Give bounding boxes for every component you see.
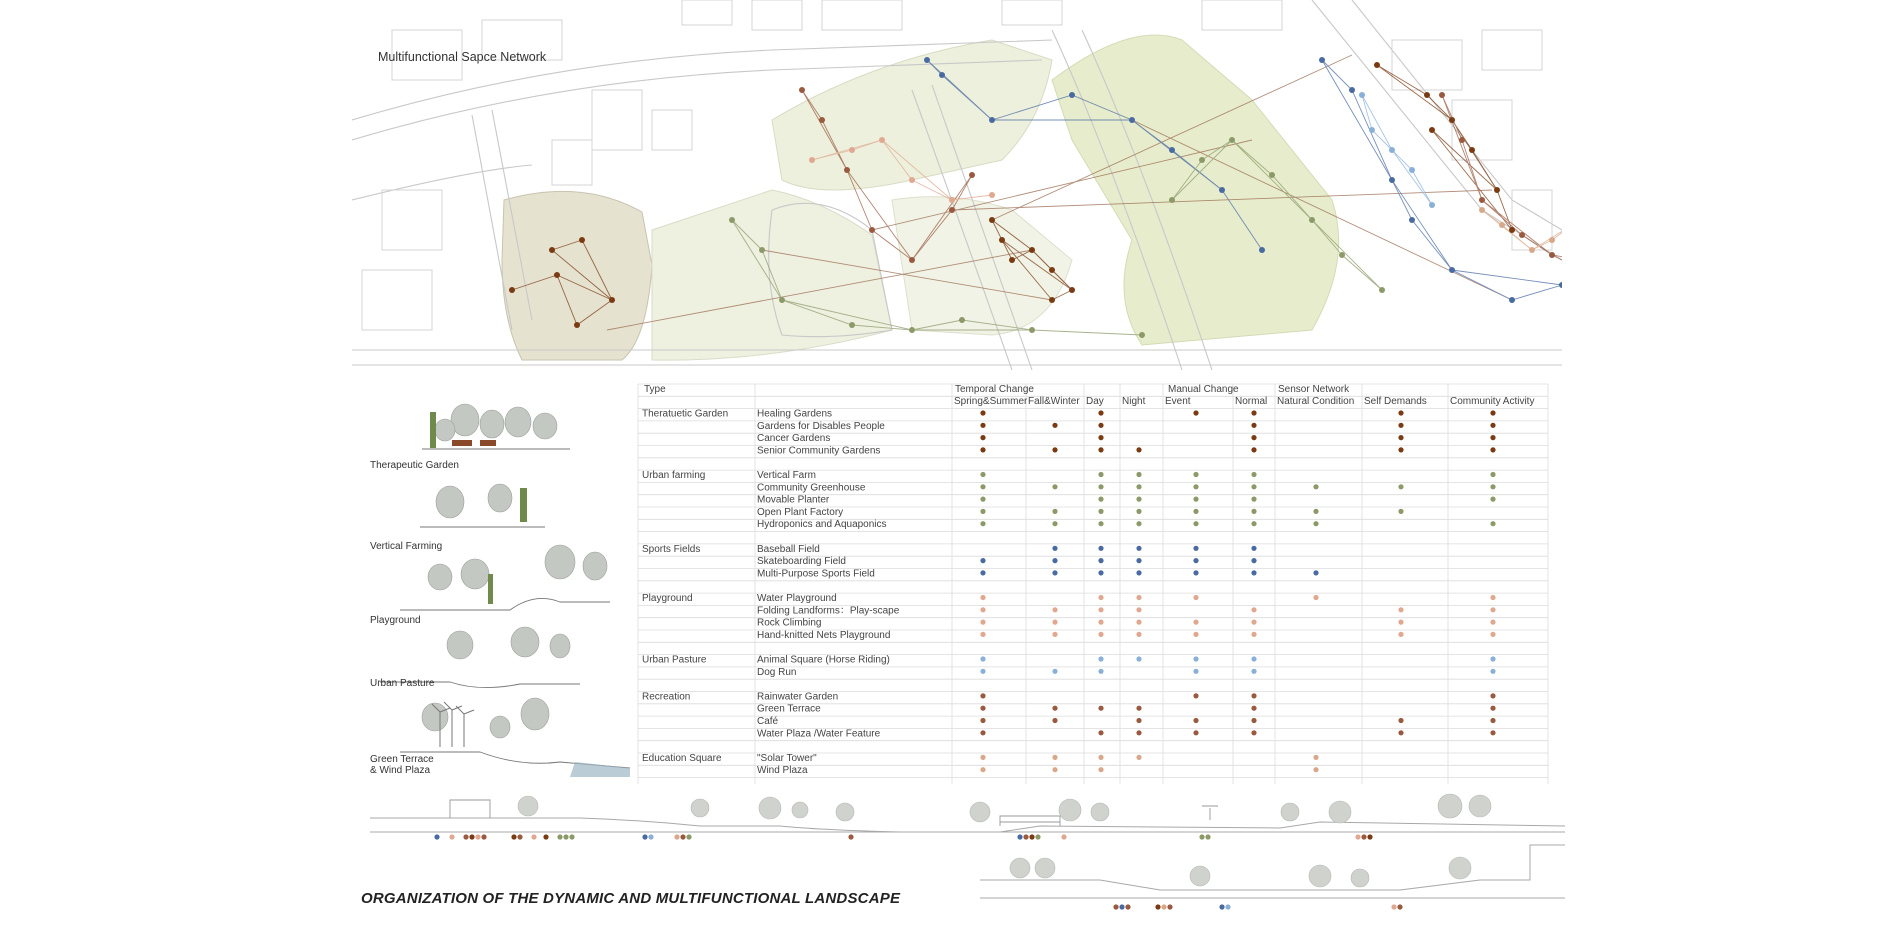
item-label: Healing Gardens <box>757 408 833 420</box>
section-program-dot <box>1035 834 1040 839</box>
section-program-dot <box>517 834 522 839</box>
section-program-dot <box>531 834 536 839</box>
section-program-dot <box>1023 834 1028 839</box>
column-header: Event <box>1165 396 1191 407</box>
item-label: Gardens for Disables People <box>757 420 885 432</box>
section-program-dot <box>1113 904 1118 909</box>
tree-icon <box>1035 858 1055 878</box>
section-program-dot <box>434 834 439 839</box>
tree-icon <box>1309 865 1331 887</box>
item-label: Dog Run <box>757 666 797 678</box>
group-header-sensor: Sensor Network <box>1278 384 1350 395</box>
section-program-dot <box>1125 904 1130 909</box>
label-green-terrace: Green Terrace <box>370 754 434 765</box>
item-label: Water Plaza /Water Feature <box>757 728 881 740</box>
section-program-dot <box>1155 904 1160 909</box>
section-trees <box>518 794 1491 887</box>
item-label: Open Plant Factory <box>757 506 844 518</box>
item-label: "Solar Tower" <box>757 752 817 764</box>
item-label: Green Terrace <box>757 703 821 715</box>
section-program-dot <box>1361 834 1366 839</box>
solar-tower-icon <box>1202 806 1218 820</box>
tree-icon <box>792 802 808 818</box>
section-program-dot <box>1119 904 1124 909</box>
section-program-dot <box>1029 834 1034 839</box>
category-label: Theratuetic Garden <box>642 408 729 420</box>
tree-icon <box>1329 801 1351 823</box>
section-program-dot <box>1061 834 1066 839</box>
item-label: Rock Climbing <box>757 617 822 629</box>
column-header: Natural Condition <box>1277 396 1355 407</box>
section-program-dot <box>563 834 568 839</box>
column-header: Fall&Winter <box>1028 396 1080 407</box>
section-program-dot <box>642 834 647 839</box>
tree-icon <box>970 802 990 822</box>
category-label: Urban Pasture <box>642 654 707 666</box>
section-program-dot <box>680 834 685 839</box>
column-header: Night <box>1122 396 1146 407</box>
tree-icon <box>518 796 538 816</box>
section-program-dot <box>1199 834 1204 839</box>
column-header: Normal <box>1235 396 1268 407</box>
tree-icon <box>1091 803 1109 821</box>
group-header-temporal: Temporal Change <box>955 384 1034 395</box>
item-label: Café <box>757 716 779 727</box>
tree-icon <box>1281 803 1299 821</box>
item-label: Wind Plaza <box>757 765 808 777</box>
tree-icon <box>1469 795 1491 817</box>
category-label: Urban farming <box>642 470 706 481</box>
section-program-dot <box>511 834 516 839</box>
item-label: Vertical Farm <box>757 470 816 481</box>
group-header-manual: Manual Change <box>1168 384 1239 395</box>
section-ground-line <box>370 818 1565 898</box>
building-icon <box>450 800 490 818</box>
section-program-dot <box>1167 904 1172 909</box>
bridge-icon <box>1000 816 1060 826</box>
tree-icon <box>836 803 854 821</box>
label-therapeutic-garden: Therapeutic Garden <box>370 460 459 471</box>
section-program-dot <box>469 834 474 839</box>
section-program-dot <box>569 834 574 839</box>
section-program-dot <box>557 834 562 839</box>
item-label: Movable Planter <box>757 494 830 506</box>
column-header: Community Activity <box>1450 396 1535 407</box>
label-playground: Playground <box>370 615 421 626</box>
section-program-dot <box>648 834 653 839</box>
item-label: Community Greenhouse <box>757 482 866 494</box>
section-program-dot <box>1161 904 1166 909</box>
item-label: Hydroponics and Aquaponics <box>757 519 887 531</box>
tree-icon <box>1449 857 1471 879</box>
category-label: Education Square <box>642 752 722 764</box>
item-label: Animal Square (Horse Riding) <box>757 654 890 666</box>
section-program-dot <box>1205 834 1210 839</box>
section-program-dot <box>1355 834 1360 839</box>
tree-icon <box>1438 794 1462 818</box>
type-header: Type <box>644 384 666 395</box>
section-program-dot <box>463 834 468 839</box>
section-program-dot <box>1219 904 1224 909</box>
section-program-dot <box>1391 904 1396 909</box>
item-label: Hand-knitted Nets Playground <box>757 629 891 641</box>
item-label: Baseball Field <box>757 543 820 555</box>
category-label: Sports Fields <box>642 543 701 555</box>
column-header: Self Demands <box>1364 396 1427 407</box>
tree-icon <box>1010 858 1030 878</box>
tree-icon <box>691 799 709 817</box>
section-program-dot <box>1367 834 1372 839</box>
item-label: Rainwater Garden <box>757 691 839 703</box>
section-program-dot <box>1225 904 1230 909</box>
category-label: Playground <box>642 593 693 604</box>
section-program-dot <box>686 834 691 839</box>
map-title: Multifunctional Sapce Network <box>378 50 547 64</box>
section-program-dot <box>848 834 853 839</box>
item-label: Skateboarding Field <box>757 556 846 568</box>
section-program-dot <box>1397 904 1402 909</box>
section-program-dot <box>481 834 486 839</box>
section-program-dot <box>449 834 454 839</box>
item-label: Cancer Gardens <box>757 433 831 445</box>
column-header: Spring&Summer <box>954 396 1028 407</box>
item-label: Folding Landforms：Play-scape <box>757 605 900 617</box>
footer-title: ORGANIZATION OF THE DYNAMIC AND MULTIFUNCTIONAL LANDSCAPE <box>361 890 901 907</box>
section-program-dot <box>1017 834 1022 839</box>
label-wind-plaza: & Wind Plaza <box>370 765 431 776</box>
column-header: Day <box>1086 396 1104 407</box>
tree-icon <box>1059 799 1081 821</box>
label-vertical-farming: Vertical Farming <box>370 541 443 552</box>
tree-icon <box>1190 866 1210 886</box>
section-program-dot <box>674 834 679 839</box>
section-program-dot <box>543 834 548 839</box>
tree-icon <box>759 797 781 819</box>
section-program-dot <box>475 834 480 839</box>
label-urban-pasture: Urban Pasture <box>370 678 435 689</box>
tree-icon <box>1351 869 1369 887</box>
item-label: Senior Community Gardens <box>757 445 881 457</box>
item-label: Water Playground <box>757 593 837 604</box>
category-label: Recreation <box>642 691 691 703</box>
item-label: Multi-Purpose Sports Field <box>757 568 875 580</box>
